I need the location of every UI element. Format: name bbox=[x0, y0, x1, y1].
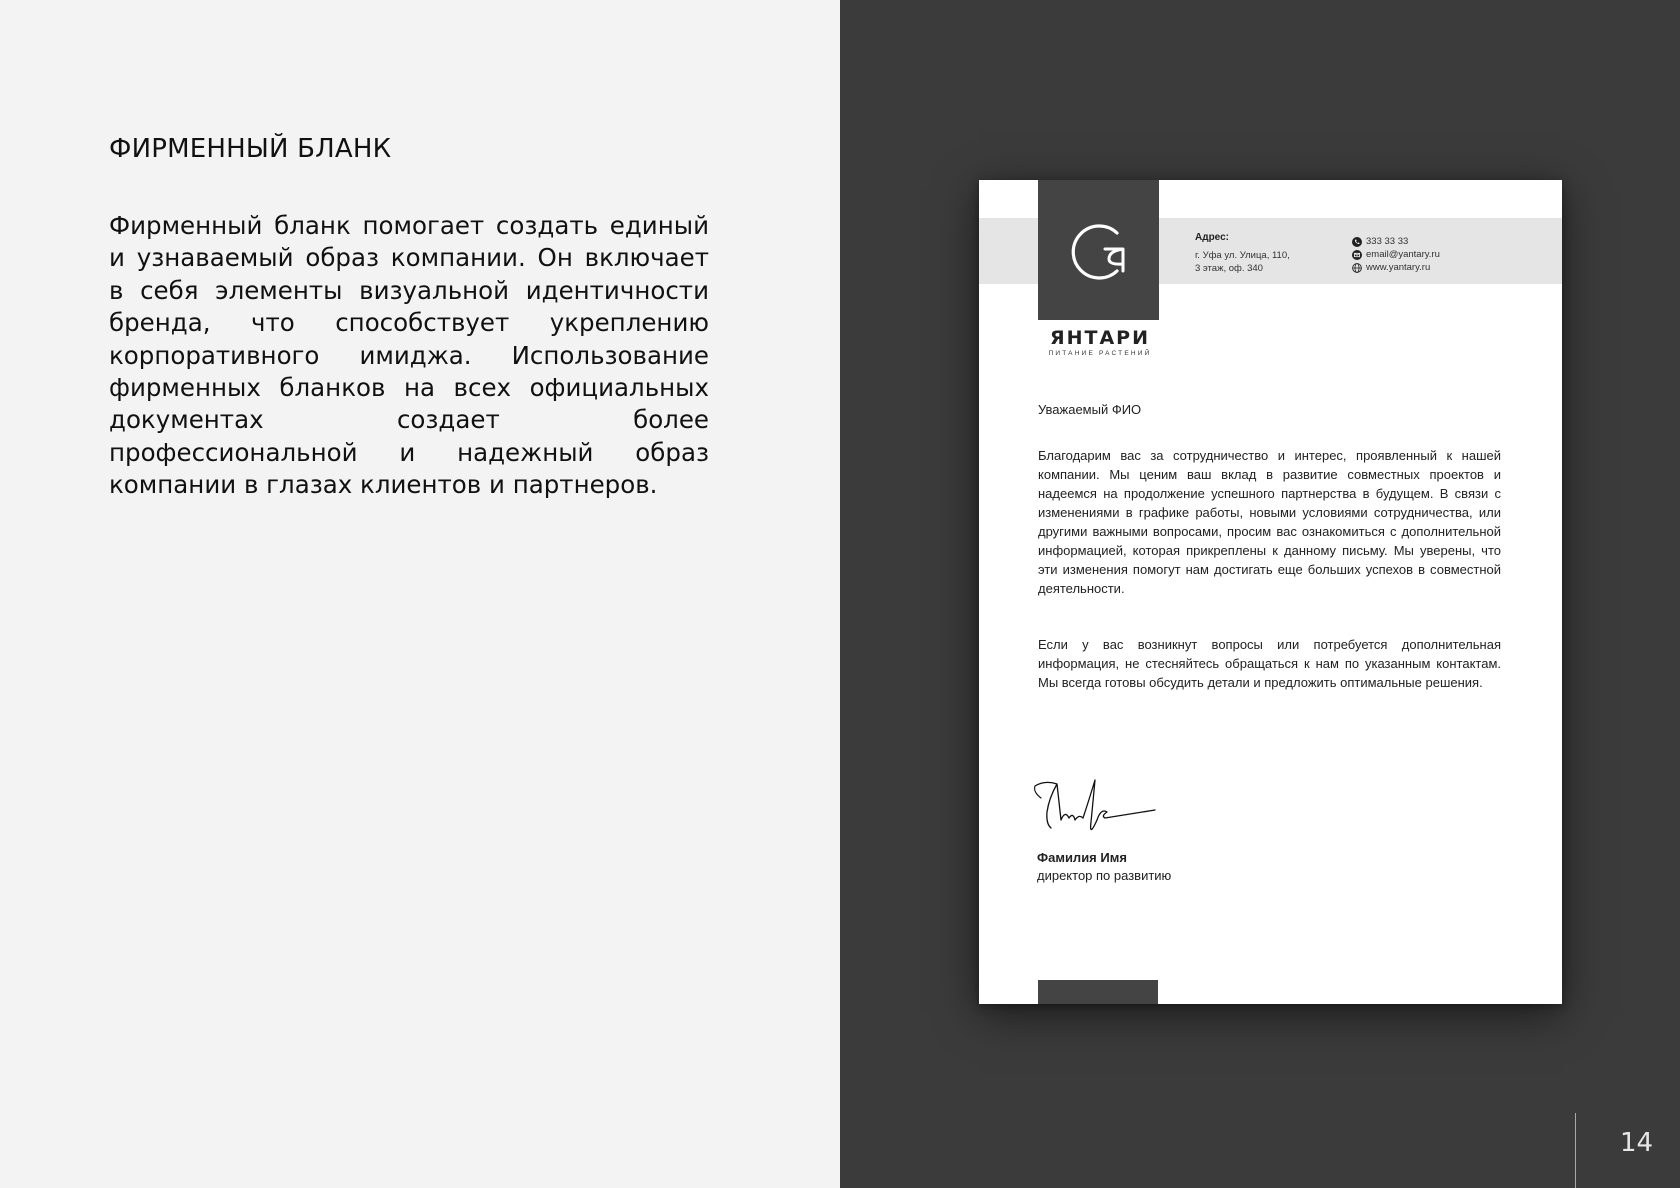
email-row bbox=[1352, 249, 1440, 260]
address-line-2: 3 этаж, оф. 340 bbox=[1195, 263, 1263, 274]
email-text: email@yantary.ru bbox=[1366, 249, 1440, 260]
address-label: Адрес: bbox=[1195, 232, 1229, 243]
email-icon bbox=[1352, 250, 1362, 260]
section-title: ФИРМЕННЫЙ БЛАНК bbox=[109, 134, 392, 164]
letter-greeting: Уважаемый ФИО bbox=[1038, 402, 1142, 417]
signature-image bbox=[1031, 772, 1159, 844]
footer-bar bbox=[1038, 980, 1158, 1004]
logo-block bbox=[1038, 180, 1159, 320]
website-row bbox=[1352, 262, 1430, 273]
intro-paragraph: Фирменный бланк помогает создать единый и узнаваемый образ компании. Он включает в себя элементы визуальной идентичности бренда, что способствует укреплению корпоративного имиджа. Использование фирменных бланков на всех официальных документах создает более профессиональной и надежный образ компании в глазах клиентов и партнеров. bbox=[109, 211, 709, 500]
letterhead-sheet bbox=[979, 180, 1562, 1004]
website-text: www.yantary.ru bbox=[1366, 262, 1431, 273]
page-number-divider bbox=[1575, 1113, 1576, 1188]
phone-row bbox=[1352, 236, 1408, 247]
letter-paragraph-2: Если у вас возникнут вопросы или потребуется дополнительная информация, не стесняйтесь обращаться к нам по указанным контактам. Мы всегда готовы обсудить детали и предложить оптимальные решения. bbox=[1038, 637, 1501, 690]
phone-text: 333 33 33 bbox=[1366, 236, 1409, 247]
signer-title: директор по развитию bbox=[1037, 868, 1172, 883]
globe-icon bbox=[1352, 263, 1362, 273]
phone-icon bbox=[1352, 237, 1362, 247]
brand-tagline: ПИТАНИЕ РАСТЕНИЙ bbox=[1048, 350, 1152, 357]
brand-logo-mark-icon bbox=[1065, 215, 1135, 285]
address-line-1: г. Уфа ул. Улица, 110, bbox=[1195, 250, 1290, 261]
letter-paragraph-1: Благодарим вас за сотрудничество и интерес, проявленный к нашей компании. Мы ценим ваш вклад в развитие совместных проектов и надеемся на продолжение успешного партнерства в будущем. В связи с изменениями в графике работы, новыми условиями сотрудничества, или другими важными вопросами, просим вас ознакомиться с дополнительной информацией, которая прикреплены к данному письму. Мы уверены, что эти изменения помогут нам достигать еще больших успехов в совместной деятельности. bbox=[1038, 448, 1501, 596]
page-number: 14 bbox=[1620, 1128, 1654, 1158]
brand-name: ЯНТАРИ bbox=[1049, 327, 1151, 349]
signer-name: Фамилия Имя bbox=[1037, 850, 1127, 865]
